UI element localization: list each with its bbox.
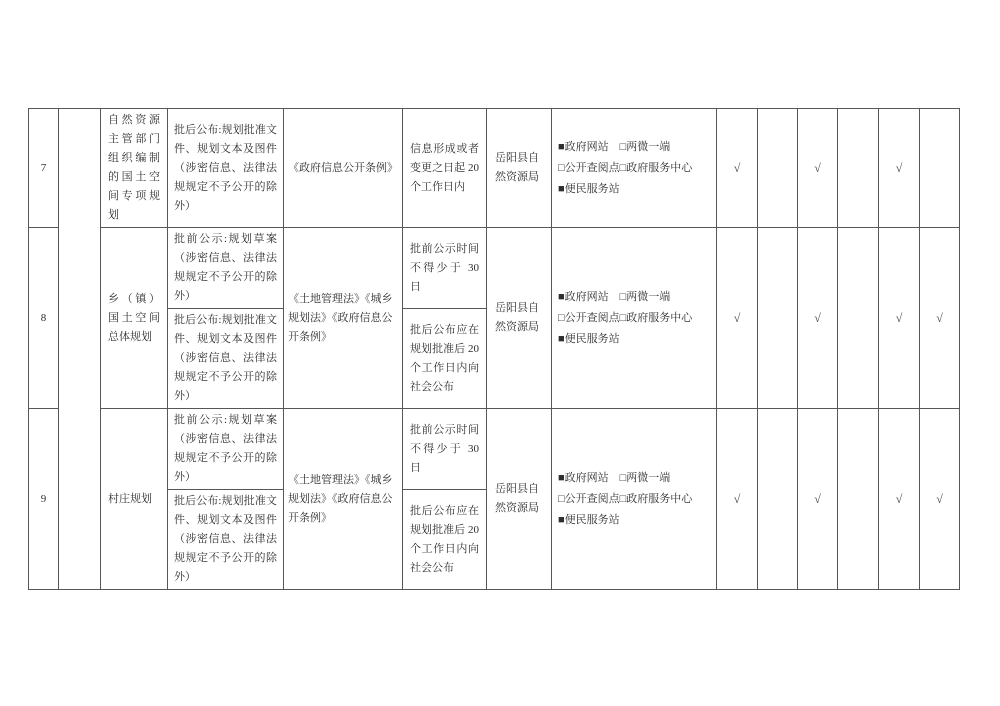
disclosure-content-cell: 批前公示:规划草案（涉密信息、法律法规规定不予公开的除外） [168, 228, 284, 309]
check-cell: √ [798, 109, 838, 228]
responsible-unit-cell: 岳阳县自然资源局 [487, 109, 552, 228]
responsible-unit-cell: 岳阳县自然资源局 [487, 409, 552, 590]
time-limit-cell: 信息形成或者变更之日起 20 个工作日内 [403, 109, 487, 228]
channel-line: ■政府网站 □两微一端 [558, 140, 671, 153]
channel-line: □公开查阅点□政府服务中心 [558, 492, 693, 505]
channel-line: □公开查阅点□政府服务中心 [558, 311, 693, 324]
disclosure-content-cell: 批前公示:规划草案（涉密信息、法律法规规定不予公开的除外） [168, 409, 284, 490]
item-name-cell: 乡（镇）国土空间总体规划 [101, 228, 168, 409]
check-cell: √ [920, 409, 960, 590]
time-limit-cell: 批前公示时间不得少于 30 日 [403, 228, 487, 309]
disclosure-content-cell: 批后公布:规划批准文件、规划文本及图件（涉密信息、法律法规规定不予公开的除外） [168, 309, 284, 409]
check-cell: √ [879, 228, 920, 409]
item-name-cell: 自然资源主管部门组织编制的国土空间专项规划 [101, 109, 168, 228]
row-number-cell: 9 [29, 409, 59, 590]
disclosure-content-cell: 批后公布:规划批准文件、规划文本及图件（涉密信息、法律法规规定不予公开的除外） [168, 490, 284, 590]
check-cell: √ [717, 409, 758, 590]
check-cell [758, 228, 798, 409]
channel-line: ■政府网站 □两微一端 [558, 290, 671, 303]
disclosure-table [28, 108, 960, 590]
check-cell [758, 109, 798, 228]
responsible-unit-cell: 岳阳县自然资源局 [487, 228, 552, 409]
check-cell: √ [920, 228, 960, 409]
check-cell: √ [717, 228, 758, 409]
row-number-cell: 7 [29, 109, 59, 228]
channel-line: ■便民服务站 [558, 513, 620, 526]
disclosure-content-cell: 批后公布:规划批准文件、规划文本及图件（涉密信息、法律法规规定不予公开的除外） [168, 109, 284, 228]
check-cell [838, 228, 879, 409]
check-cell: √ [717, 109, 758, 228]
check-cell [838, 109, 879, 228]
time-limit-cell: 批后公布应在规划批准后 20 个工作日内向社会公布 [403, 490, 487, 590]
row-number-cell: 8 [29, 228, 59, 409]
check-cell: √ [879, 409, 920, 590]
check-cell [838, 409, 879, 590]
legal-basis-cell: 《土地管理法》《城乡规划法》《政府信息公开条例》 [284, 409, 403, 590]
channel-line: ■政府网站 □两微一端 [558, 471, 671, 484]
channel-line: ■便民服务站 [558, 182, 620, 195]
time-limit-cell: 批前公示时间不得少于 30 日 [403, 409, 487, 490]
item-name-cell: 村庄规划 [101, 409, 168, 590]
check-cell [920, 109, 960, 228]
channels-cell [552, 109, 717, 228]
table-row-7 [29, 109, 960, 228]
legal-basis-cell: 《土地管理法》《城乡规划法》《政府信息公开条例》 [284, 228, 403, 409]
channels-cell [552, 228, 717, 409]
check-cell: √ [879, 109, 920, 228]
channel-line: ■便民服务站 [558, 332, 620, 345]
channels-cell [552, 409, 717, 590]
time-limit-cell: 批后公布应在规划批准后 20 个工作日内向社会公布 [403, 309, 487, 409]
check-cell: √ [798, 409, 838, 590]
channel-line: □公开查阅点□政府服务中心 [558, 161, 693, 174]
table-row-9a [29, 409, 960, 490]
check-cell [758, 409, 798, 590]
category-cell [59, 109, 101, 590]
table-row-8a [29, 228, 960, 309]
legal-basis-cell: 《政府信息公开条例》 [284, 109, 403, 228]
check-cell: √ [798, 228, 838, 409]
